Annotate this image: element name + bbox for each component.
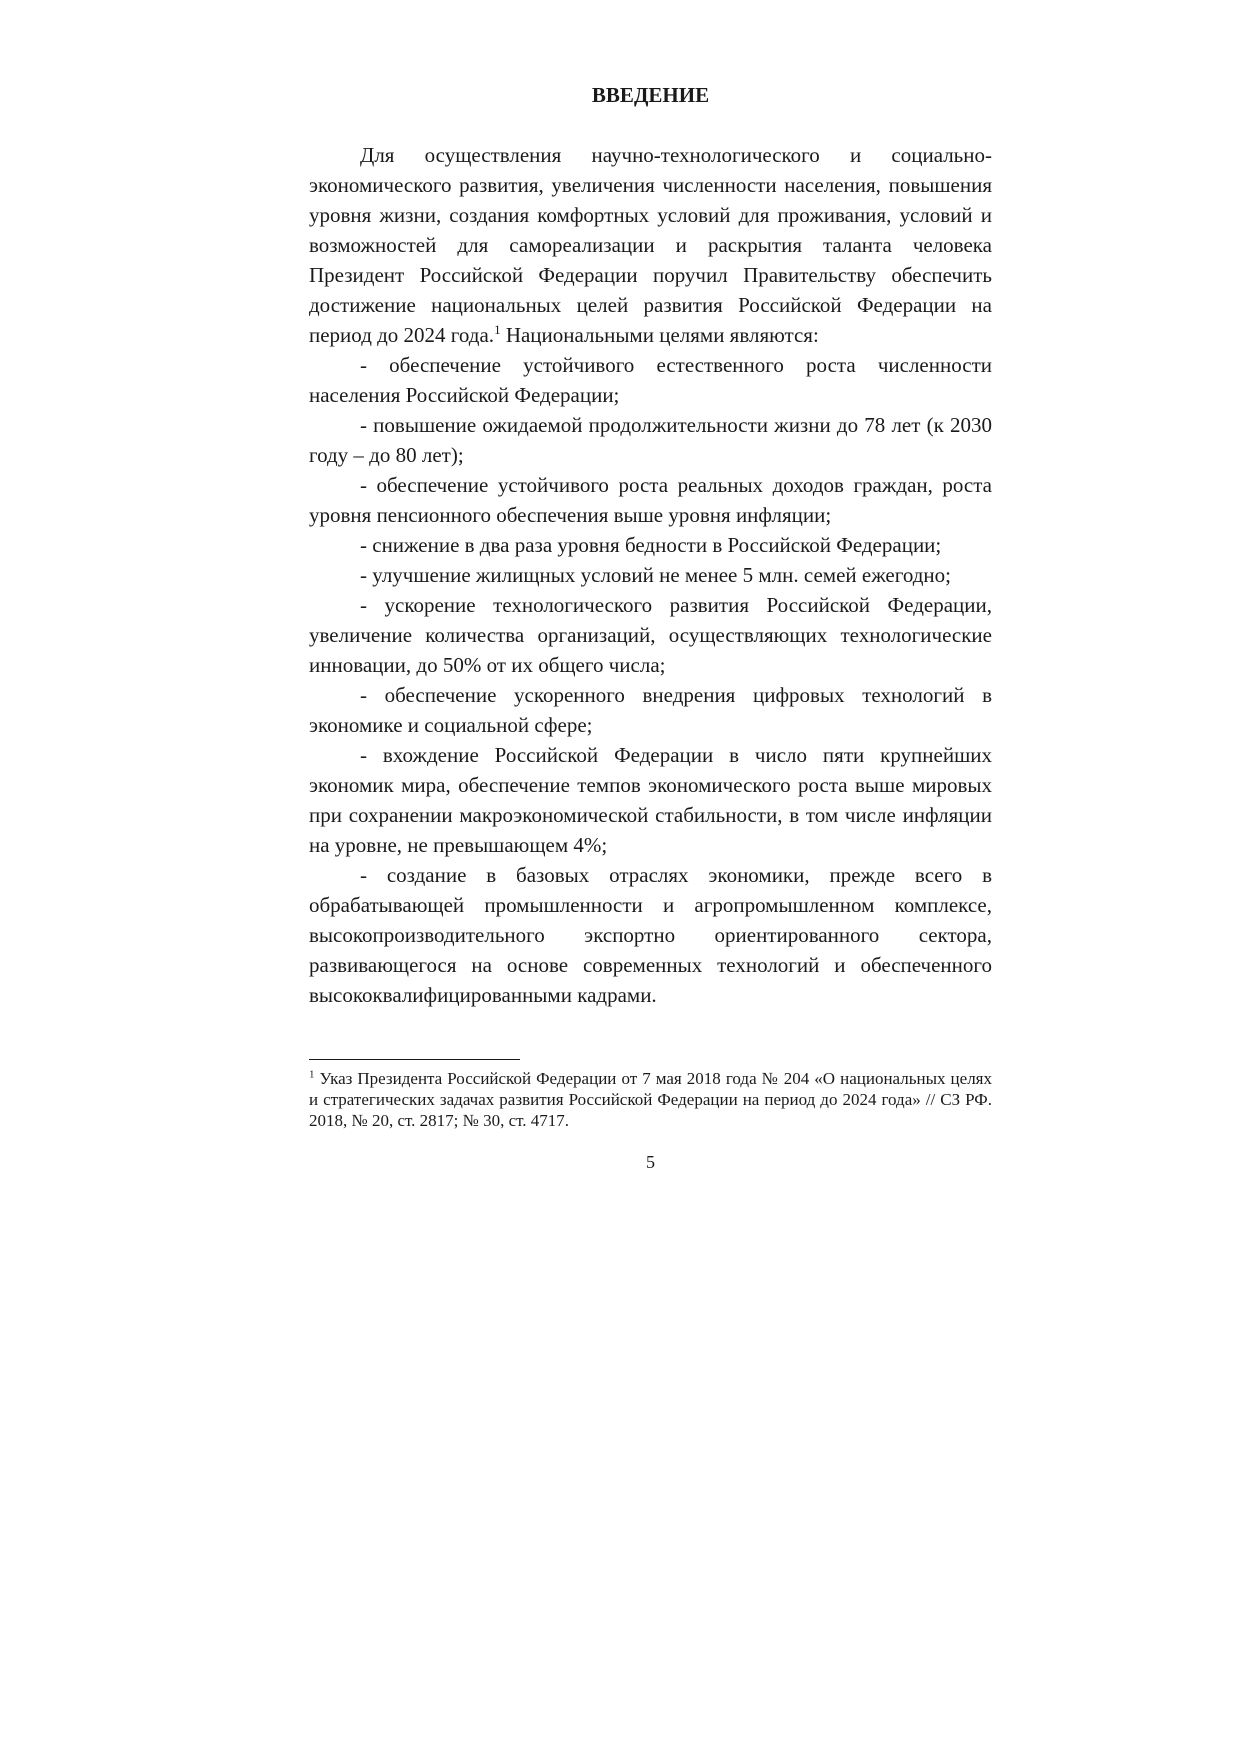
intro-paragraph xyxy=(309,140,992,350)
goal-item: - повышение ожидаемой продолжительности жизни до 78 лет (к 2030 году – до 80 лет); xyxy=(309,413,992,467)
goal-item: - обеспечение ускоренного внедрения цифровых технологий в экономике и социальной сфере; xyxy=(309,683,992,737)
goal-item: - улучшение жилищных условий не менее 5 млн. семей ежегодно; xyxy=(360,563,951,587)
goal-item: - обеспечение устойчивого естественного роста численности населения Российской Федерации; xyxy=(309,353,992,407)
goal-item: - создание в базовых отраслях экономики, прежде всего в обрабатывающей промышленности и агропромышленном комплексе, высокопроизводительного экспортно ориентированного сектора, развивающегося на основе современных технологий и обеспеченного высококвалифицированными кадрами. xyxy=(309,863,992,1007)
page-number: 5 xyxy=(646,1152,655,1172)
section-heading: ВВЕДЕНИЕ xyxy=(591,83,710,107)
goal-item: - вхождение Российской Федерации в число пяти крупнейших экономик мира, обеспечение темпов экономического роста выше мировых при сохранении макроэкономической стабильности, в том числе инфляции на уровне, не превышающем 4%; xyxy=(309,743,992,857)
goal-item: - ускорение технологического развития Российской Федерации, увеличение количества организаций, осуществляющих технологические инновации, до 50% от их общего числа; xyxy=(309,593,992,677)
intro-text: Для осуществления научно-технологического и социально-экономического развития, увеличения численности населения, повышения уровня жизни, создания комфортных условий для проживания, условий и возможностей для самореализации и раскрытия таланта человека Президент Российской Федерации поручил Правительству обеспечить достижение национальных целей развития Российской Федерации на период до 2024 года. xyxy=(309,143,992,347)
intro-tail: Национальными целями являются: xyxy=(500,323,819,347)
footnote-text: Указ Президента Российской Федерации от 7 мая 2018 года № 204 «О национальных целях и стратегических задачах развития Российской Федерации на период до 2024 года» // СЗ РФ. 2018, № 20, ст. 2817; № 30, ст. 4717. xyxy=(309,1069,992,1130)
body-text xyxy=(309,140,992,1010)
footnote xyxy=(309,1068,992,1131)
footnote-separator xyxy=(309,1059,520,1060)
goal-item: - снижение в два раза уровня бедности в Российской Федерации; xyxy=(360,533,942,557)
footnote-mark: 1 xyxy=(309,1068,315,1081)
footnote-reference[interactable]: 1 xyxy=(494,322,501,337)
goal-item: - обеспечение устойчивого роста реальных доходов граждан, роста уровня пенсионного обеспечения выше уровня инфляции; xyxy=(309,473,992,527)
